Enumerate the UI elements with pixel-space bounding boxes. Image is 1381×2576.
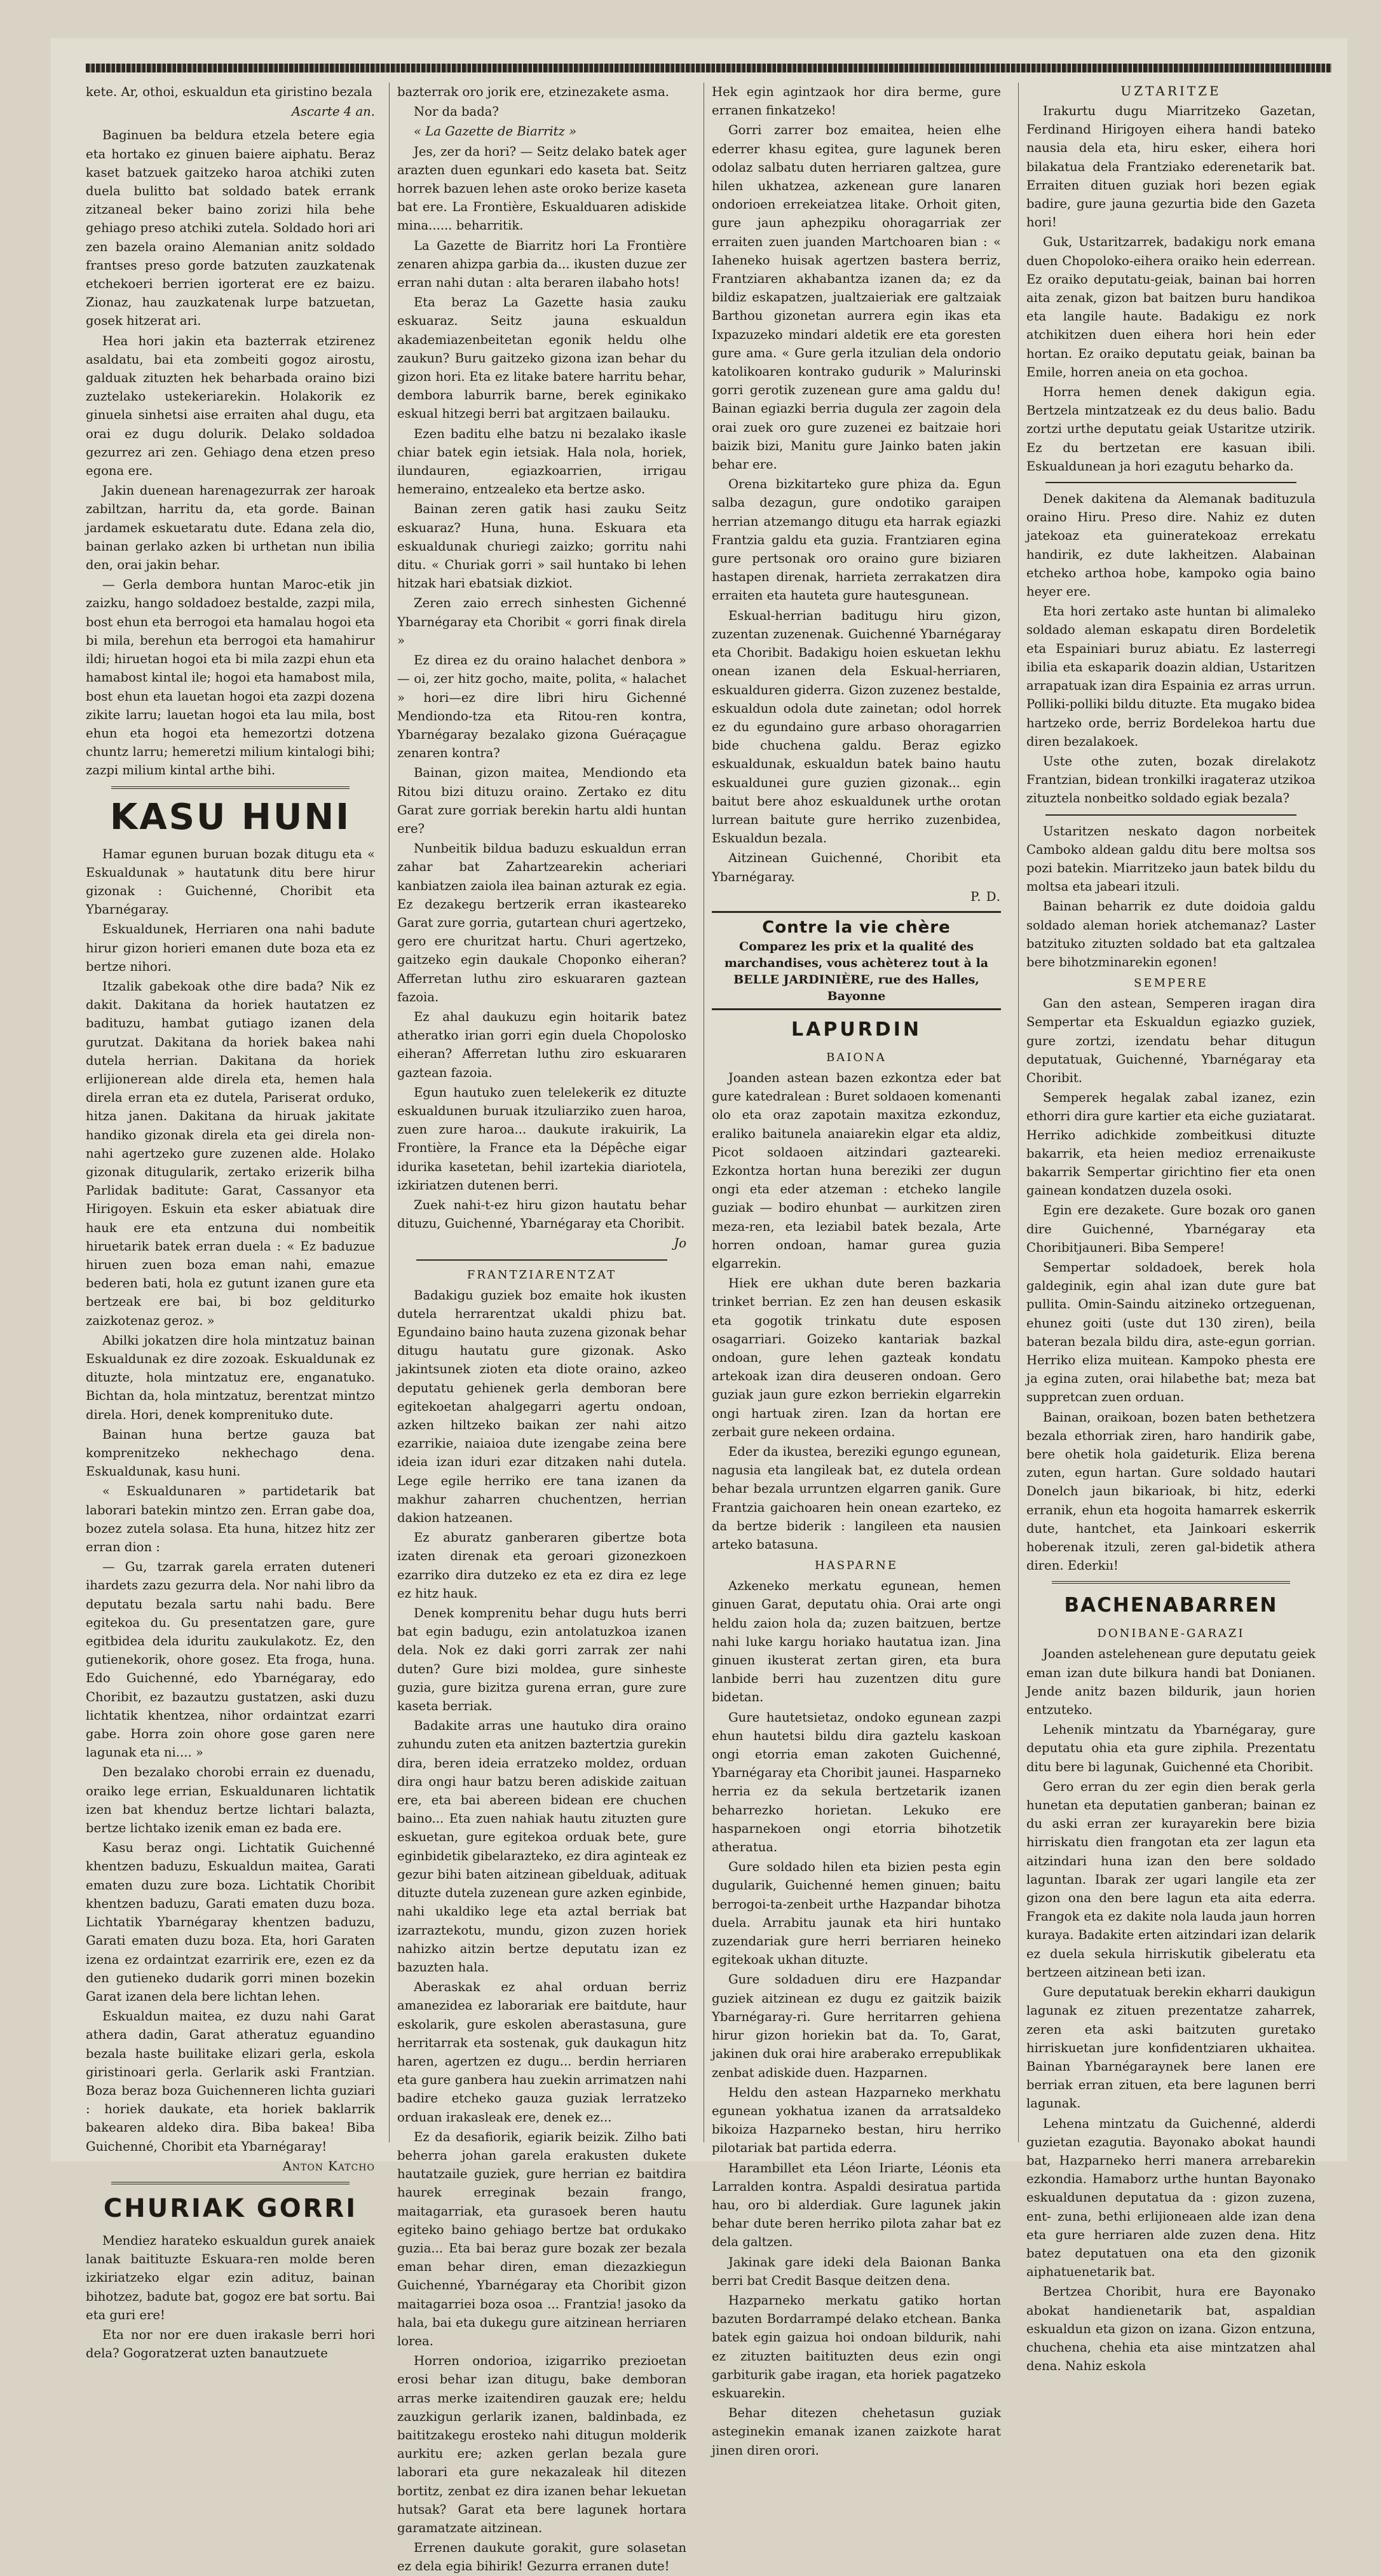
author-signature: Jo: [674, 1236, 686, 1251]
paragraph: Bainan, oraikoan, bozen baten bethetzera bezala ethorriak ziren, haro handirik gabe, bere ohetik hola gaideturik. Eliza berena zuten, egun hartan. Gure soldado hautari Donelch jaun bikarioak, bi hitz, ederki erranik, ehun eta hogoita hamarrek eskerrik dute, hantchet, eta Jainkoari eskerrik hoberenak itzuli, zeren gal-bidetik athera diren. Ederkiı!: [1026, 1409, 1316, 1573]
paragraph: Ustaritzen neskato dagon norbeitek Camboko aldean galdu ditu bere moltsa sos pozi batekin. Miarritzeko jaun batek bildu du moltsa eta jabeari itzuli.: [1026, 823, 1316, 894]
paragraph: Mendiez harateko eskualdun gurek anaiek lanak baitituzte Eskuara-ren molde beren izkiriatzeko elgar ezin adituz, bainan bihotzez, badute bat, gogoz ere bat sortu. Bai eta guri ere!: [86, 2233, 375, 2322]
subhead-hasparne: HASPARNE: [815, 1559, 898, 1573]
paragraph: Lehena mintzatu da Guichenné, alderdi guzietan ezagutia. Bayonako abokat haundi bat, Hazparneko herri manera arrebarekin ezkondia. Hamaborz urthe huntan Bayonako eskualdunen deputatua da : gizon zuzena, ent- zuna, bethi erlijioneaen alde izan dena eta gure herriaren alde zuzen dena. Hitz batez deputatuen ona eta den gizonik aiphatuenetarik bat.: [1026, 2116, 1316, 2280]
paragraph: Hamar egunen buruan bozak ditugu eta « Eskualdunak » hautatunk ditu bere hirur gizonak : Guichenné, Choribit eta Ybarnégaray.: [86, 846, 375, 917]
paragraph: Joanden astelehenean gure deputatu geiek eman izan dute bilkura handi bat Donianen. Jende anitz bazen bildurik, jaun horien entzuteko.: [1026, 1647, 1316, 1718]
paragraph: Gure soldaduen diru ere Hazpandar guziek aitzinean ez dugu ez gaitzik baizik Ybarnégaray-ri. Gure herritarren gehiena hirur gizon horiekin bat da. To, Garat, jakinen duk orai hire araberako errepublikak zenbat adiskide duen. Hazparnen.: [712, 1972, 1001, 2080]
article-body: [86, 126, 375, 779]
paragraph: Lehenik mintzatu da Ybarnégaray, gure deputatu ohia eta gure ziphila. Prezentatu ditu bere bi lagunak, Guichenné eta Choribit.: [1026, 1722, 1316, 1774]
paragraph: Jakin duenean harenagezurrak zer haroak zabiltzan, harritu da, eta gorde. Bainan jardamek eskuetaratu dute. Edana zela dio, bainan gerlako azken bi urthetan nun ibilia den, orai jakin behar.: [86, 483, 375, 573]
paragraph: Jes, zer da hori? — Seitz delako batek ager arazten duen egunkari edo kaseta bat. Seitz horrek bazuen lehen aste oroko berize kaseta bat ere. La Frontière, Eskualduaren adiskide mina...... beharritik.: [397, 144, 686, 233]
paragraph: Egin ere dezakete. Gure bozak oro ganen dire Guichenné, Ybarnégaray eta Choribitjauneri. Biba Sempere!: [1026, 1203, 1316, 1255]
column-4: [1026, 83, 1316, 2374]
paragraph: Guk, Ustaritzarrek, badakigu nork emana duen Chopoloko-eihera oraiko hein ederrean. Ez oraiko deputatu-geiak, bainan bai horren aita zenak, gizon bat baitzen buru handikoa eta langile haute. Badakigu ez nork atchikitzen duen eihera hori hein eder hortan. Ez oraiko deputatu geiak, bainan ba Emile, horren aneia on eta gochoa.: [1026, 235, 1316, 380]
paragraph: Bainan huna bertze gauza bat komprenitzeko nekhechago dena. Eskualdunak, kasu huni.: [86, 1427, 375, 1479]
headline-churiak-gorri: CHURIAK GORRI: [103, 2193, 358, 2223]
paragraph: Orena bizkitarteko gure phiza da. Egun salba dezagun, gure ondotiko garaipen herrian atzemango ditugu eta harrak egiazki Frantzia galdu eta guzia. Frantziaren egina gure pertsonak oro oraino gure biziaren hastapen direnak, harrieta zerrakatzen dira erraiten eta hauteta gure hautesgunean.: [712, 477, 1001, 603]
paragraph: Denek komprenitu behar dugu huts berri bat egin badugu, ezin antolatuzkoa izanen dela. Nok ez daki gorri zarrak zer nahi duten? Gure bizi moldea, gure sinheste guzia, gure bizitza gurena erran, gure zure kaseta berriak.: [397, 1606, 686, 1714]
advertisement: [712, 911, 1001, 1010]
column-2: [397, 83, 686, 2574]
author-signature: P. D.: [970, 889, 1001, 904]
paragraph: Gure hautetsietaz, ondoko egunean zazpi ehun hautetsi bildu dira gaztelu kaskoan ongi etorria eman zakoten Guichenné, Ybarnégaray eta Choribit jaunei. Hasparneko herria ez da sekula bertzetarik izanen beharrezko horietan. Lekuko ere hasparnekoen ongi etorria bihotzetik atheratua.: [712, 1709, 1001, 1855]
paragraph: Zeren zaio errech sinhesten Gichenné Ybarnégaray eta Choribit « gorri finak direla »: [397, 596, 686, 648]
paragraph: Eta nor nor ere duen irakasle berri hori dela? Gogoratzerat uzten banautzuete: [86, 2327, 375, 2361]
paragraph: Bertzea Choribit, hura ere Bayonako abokat handienetarik bat, aspaldian eskualdun eta gizon on izana. Gizon entzuna, chuchena, chehia eta aise mintzatzen ahal dena. Nahiz eskola: [1026, 2284, 1316, 2374]
column-3: [712, 83, 1001, 2458]
paragraph: Eskual-herrian baditugu hiru gizon, zuzentan zuzenenak. Guichenné Ybarnégaray eta Choribit. Badakigu hoien eskuetan lekhu onean izanen dela Eskual-herriaren, eskualduren giderra. Gizon zuzenez bestalde, eskualdun odola dute zainetan; odol horrek ez du egundaino gure arbaso ohoragarrien bide chuchena galdu. Beraz egizko eskualdunak, eskualdun batek baino hautu eskualdunei gure guzien gizonak... egin baitut bere ahoz eskualdunek urthe orotan lurrean baitute gure herriko zuzenbidea, Eskualdun bezala.: [712, 608, 1001, 846]
subhead-baiona: BAIONA: [826, 1050, 887, 1064]
paragraph: Aberaskak ez ahal orduan berriz amanezidea ez laborariak ere baitdute, haur eskolarik, gure eskolen aberastasuna, gure herritarrak eta sostenak, guk daukagun hitz haren, agertzen ez dugu... berdin herriaren eta gure ganbera hau zuekin arrimatzen nahi badire etcheko gauza guziak lerratzeko orduan irakasleak ere, denek ez...: [397, 1980, 686, 2125]
headline-lapurdin: LAPURDIN: [791, 1018, 922, 1041]
paragraph: Zuek nahi-t-ez hiru gizon hautatu behar dituzu, Guichenné, Ybarnégaray eta Choribit.: [397, 1197, 686, 1231]
paragraph: Errenen daukute gorakit, gure solasetan ez dela egia bihirik! Gezurra erranen dute!: [397, 2540, 686, 2574]
intro-signature: Ascarte 4 an.: [291, 104, 375, 120]
paragraph: Behar ditezen chehetasun guziak asteginekin emanak izanen zaizkote harat jinen diren orori.: [712, 2406, 1001, 2458]
paragraph: Eder da ikustea, bereziki egungo egunean, nagusia eta langileak bat, ez dutela ordean behar bezala urruntzen elgarren ganik. Gure Frantzia gaichoaren hein onean ezarteko, ez da bertze biderik : langileen eta nausien arteko batasuna.: [712, 1444, 1001, 1552]
paragraph: Badakigu guziek boz emaite hok ikusten dutela herrarentzat ukaldi phizu bat. Egundaino baino hauta zuzena gizonak behar ditugu hautatu gure gizonak. Asko jakintsunek zioten eta diote oraino, azkeo deputatu gehienek gerla demboran bere egitekoetan ahalgegarri agertu ondoan, azken hiltzeko baikan zer nahi aitzo ezarrikie, naiaioa dute izengabe zeina bere ideia izan iduri ezar ditzaken nahi dutela. Lege egile herriko ere tana izanen da makhur zaharren chuchentzen, herrian dakion hatzeanen.: [397, 1287, 686, 1526]
paragraph: Ez aburatz ganberaren gibertze bota izaten direnak eta geroari gizonezkoen ezarriko dira dutzeko ez eta ez dira ez lege ez hitz hauk.: [397, 1530, 686, 1601]
column-rule: [389, 83, 390, 2142]
paragraph: — Gerla dembora huntan Maroc-etik jin zaizku, hango soldadoez bestalde, zazpi mila, bost ehun eta berrogoi eta hamalau hogoi eta bi mila, berehun eta berrogoi eta hamahirur ildi; hiruetan hogoi eta bi mila zazpi ehun eta hamabost kintal ile; hogoi eta hamabost mila, bost ehun eta lauetan hogoi eta zazpi dozena zikite larru; lauetan hogoi eta lau mila, bost ehun eta hogoi eta hemezortzi dotzena chuntz larru; hemeretzi milium kintalogi bihi; zazpi milium kintal arthe bihi.: [86, 577, 375, 778]
headline-bachenabarren: BACHENABARREN: [1064, 1594, 1278, 1617]
paragraph: Eta beraz La Gazette hasia zauku eskuaraz. Seitz jauna eskualdun akademiazenbeitetan egonik heldu olhe zaukun? Buru gaitzeko gizona izan behar du gizon hori. Eta ez litake batere harritu behar, dembora laburrik barne, berek eginikako eskual hitzegi berri bat argitzaen bailauku.: [397, 295, 686, 421]
paragraph: Ezen baditu elhe batzu ni bezalako ikasle chiar batek egin ietsiak. Hala nola, horiek, ilundauren, egiazkoarrien, irrigau hemeraino, entzealeko eta bertze asko.: [397, 426, 686, 497]
paragraph: Harambillet eta Léon Iriarte, Léonis eta Larralden kontra. Aspaldi desiratua partida hau, oro bi alderdiak. Gure lagunek jakin behar dute beren herriko pilota zahar bat ez dela galtzen.: [712, 2160, 1001, 2250]
paragraph: Gorri zarrer boz emaitea, heien elhe ederrer khasu egitea, gure lagunek beren odolaz salbatu duten herriaren galtzea, gure hilen ukhatzea, azkenean gure lanaren ondorioen errekeiatzea litake. Orhoit giten, gure jaun aphezpiku ohoragarriak zer erraiten zuen juanden Martchoaren bian : « Iaheneko huisak agertzen bastera berriz, Frantziaren akhabantza izanen da; ez da bildiz eskapatzen, jualtzaieriak ere galtzaiak Barthou gizonetan aurrera egin ikas eta Ixpazuzeko mindari aldetik ere eta goresten gure ama. « Gure gerla itzulian dela ondorio katolikoaren kontrako gudurik » Malurinski gorri gerotik zuzenean gure ama galdu du! Bainan egiazki berria dugula zer zagoin dela orai zuek oro gure zuzenei ez baitzaie hori baizik bizi, Manitu gure Jainko baten jakin behar ere.: [712, 123, 1001, 472]
paragraph: Aitzinean Guichenné, Choribit eta Ybarnégaray.: [712, 851, 1001, 884]
paragraph: Nunbeitik bildua baduzu eskualdun erran zahar bat Zahartzearekin acheriari kanbiatzen zaiola ilea bainan azturak ez egia. Ez dezakegu bertzerik erran ikasteareko Garat zure gorria, gutartean churi agertzeko, gero ere churitzat hartu. Churi agertzeko, gaitzeko egin daukale Choponko eiheran? Afferretan luthu ziro eskuararen gaztean fazoia.: [397, 841, 686, 1004]
paragraph: Ez ahal daukuzu egin hoitarik batez atheratko irian gorri egin duela Chopolosko eiheran? Afferretan luthu ziro eskuararen gaztean fazoia.: [397, 1009, 686, 1080]
paragraph: Joanden astean bazen ezkontza eder bat gure katedralean : Buret soldaoen komenanti olo eta oraz zapotain maxitza ezkonduz, eraliko baitunela anaiarekin elgar eta aldiz, Picot soldaoen aitzindari gazteareki. Ezkontza hortan huna bereziki zer dugun ongi eta eder atzeman : etcheko langile guziak — bodiro ehunbat — aurkitzen ziren meza-ren, eta leziabil batek bezala, Arte horren ondoan, hamar gurea guzia elgarrekin.: [712, 1070, 1001, 1271]
paragraph: — Gu, tzarrak garela erraten duteneri ihardets zazu gezurra dela. Nor nahi libro da deputatu bezala sartu nahi badu. Bere egitekoa du. Gu presentatzen gare, gure egitbidea dela iduritu zaukulakotz. Ez, den gutienekorik, ohore gosez. Eta froga, huna. Edo Guichenné, edo Ybarnégaray, edo Choribit, ez bazautzu gustatzen, aski duzu lichtatik khentzea, nihor ordaintzat ezarri gabe. Horra zoin ohore gose garen nere lagunak eta ni.... »: [86, 1559, 375, 1760]
paragraph: Eskualdun maitea, ez duzu nahi Garat athera dadin, Garat atheratuz eguandino bezala haste builitake elizari gerla, eskola giristinoari gerla. Gerlarik aski Frantzian. Boza beraz boza Guichenneren lichta guziari : horiek daukate, eta horiek baklarrik bakearen aldeko dira. Biba bakea! Biba Guichenné, Choribit eta Ybarnégaray!: [86, 2009, 375, 2154]
paragraph: Horren ondorioa, izigarriko prezioetan erosi behar izan ditugu, bake demboran arras merke izaitendiren gauzak ere; heldu zauzkigun gerlarik izanen, baldinbada, ez baititzakegu erosteko nahi ditugun molderik aurkitu ere; azken gerlan bezala gure laborari eta gure nekazaleak hil ditezen bortitz, zenbat ez dira izanen behar lekuetan hutsak? Garat eta bere lagunek hortara garamatzate aitzinean.: [397, 2353, 686, 2535]
paragraph: Eta hori zertako aste huntan bi alimaleko soldado aleman eskapatu diren Bordeletik eta Espainiari buruz abiatu. Ez lasterregi ibilia eta eskaparik doazin aldian, Ustaritzen arrapatuak izan dira Espainia ez arras urrun. Polliki-polliki bildu dituzte. Eta mugako bidea hartzeko orde, berriz Bordelekoa hartu due diren bezalakoek.: [1026, 604, 1316, 749]
paragraph: Kasu beraz ongi. Lichtatik Guichenné khentzen baduzu, Eskualdun maitea, Garati ematen duzu zure boza. Lichtatik Choribit khentzen baduzu, Garati ematen duzu boza. Lichtatik Ybarnégaray khentzen baduzu, Garati ematen duzu boza. Eta, hori Garaten izena ez ordaintzat ezarririk ere, ezen ez da den gutieneko dudarik gorri minen bozekin Garat izanen dela bere lichtan lehen.: [86, 1840, 375, 2004]
paragraph: Gure soldado hilen eta bizien pesta egin dugularik, Guichenné hemen ginuen; baitu berrogoi-ta-zenbeit urthe Hazpandar bihotza duela. Arrabitu jaunak eta hiri huntako zuzendariak gure herri berriaren heineko egitekoak ukhan dituzte.: [712, 1860, 1001, 1968]
intro-text: kete. Ar, othoi, eskualdun eta giristino bezala: [86, 85, 372, 99]
paragraph: La Gazette de Biarritz hori La Frontière zenaren ahizpa garbia da... ikusten duzue zer erran nahi dutan : alta beraren ilabaho hots!: [397, 238, 686, 291]
paragraph: Baginuen ba beldura etzela betere egia eta hortako ez ginuen baiere aiphatu. Beraz kaset batzuek gaitzeko haroa atchiki zuten duela bulitto bat soldado batek errank zitzaneal beker baino zorizi hila behe gehiago preso atchiki zutela. Soldado hori ari zen bazela oraino Alemanian anitz soldado frantses preso gorde batzuten zauzkatenak etchekoeri berrien igorterat ere ez baizu. Zionaz, hau zauzkatenak lurpe batzuetan, gosek hitzerat ari.: [86, 128, 375, 329]
headline-frantziarentzat: FRANTZIARENTZAT: [466, 1268, 617, 1282]
headline-kasu-huni: KASU HUNI: [109, 796, 351, 838]
section-divider: [1045, 482, 1296, 483]
section-divider: [111, 2182, 350, 2184]
subhead-donibane-garazi: DONIBANE-GARAZI: [1097, 1627, 1245, 1641]
paragraph: Gure deputatuak berekin ekharri daukigun lagunak ez zituen prezentatze zaharrek, zeren eta aski baitzuten guretako hirriskuetan jure konfidentziaren ukhaitea. Bainan Ybarnégaraynek bere lanen ere berriak erran zituen, eta bere lagunen berri lagunak.: [1026, 1985, 1316, 2111]
paragraph: Ez direa ez du oraino halachet denbora » — oi, zer hitz gocho, maite, polita, « halachet » hori—ez dire libri hiru Gichenné Mendiondo-tza eta Ritou-ren kontra, Ybarnégaray bezalako gizona Guéraçague zenaren kontra?: [397, 653, 686, 761]
paragraph: Azkeneko merkatu egunean, hemen ginuen Garat, deputatu ohia. Orai arte ongi heldu zaion hola da; zuzen baitzuen, bertze nahi luke kargu horiako hautatua izan. Jina ginuen ikusterat zertan giren, eta bura lanbide berri hau zuzentzen ditu gure bidetan.: [712, 1579, 1001, 1705]
paragraph: Den bezalako chorobi errain ez duenadu, oraiko lege errian, Eskualdunaren lichtatik izen bat khenduz bertze lichtari balazta, bertze lichtako izenik eman ez bada ere.: [86, 1765, 375, 1836]
section-divider: [1052, 1581, 1290, 1584]
paragraph: Horra hemen denek dakigun egia. Bertzela mintzatzeak ez du deus balio. Badu zortzi urthe deputatu geiak Ustaritze utzirik. Ez du bertzetan ere kasuan ibili. Eskualdunean ja hori ezagutu beharko da.: [1026, 385, 1316, 474]
paragraph: Gan den astean, Semperen iragan dira Sempertar eta Eskualdun egiazko guziek, gure zortzi, izendatu behar ditugun deputatuak, Guichenné, Ybarnégaray eta Choribit.: [1026, 996, 1316, 1085]
paragraph: Heldu den astean Hazparneko merkhatu egunean yokhatua izanen da arratsaldeko bikoiza Hazparneko bestan, hiru herriko pilotariak bat partida ederra.: [712, 2085, 1001, 2156]
paragraph: Uste othe zuten, bozak direlakotz Frantzian, bidean tronkilki iragateraz utzikoa zituztela nonbeitko soldado egiak bezala?: [1026, 753, 1316, 806]
paragraph: Abilki jokatzen dire hola mintzatuz bainan Eskualdunak ez dire zozoak. Eskualdunak ez dituzte, hola mintzatuz ere, enganatuko. Bichtan da, hola mintzatuz, berentzat mintzo direla. Hori, denek komprenituko dute.: [86, 1333, 375, 1422]
paragraph: Hazparneko merkatu gatiko hortan bazuten Bordarrampé delako etchean. Banka batek egin gaizua hoi ondoan bildurik, nahi ez zituzten baitituzten deus ezin ongi garbiturik gabe iragan, eta horiek pagatzeko eskuarekin.: [712, 2292, 1001, 2401]
paragraph: Bainan, gizon maitea, Mendiondo eta Ritou bizi dituzu oraino. Zertako ez ditu Garat zure gorriak berekin hartu aldi huntan ere?: [397, 765, 686, 836]
paragraph: Denek dakitena da Alemanak badituzula oraino Hiru. Preso dire. Nahiz ez duten jatekoaz eta guineratekoaz errekatu handirik, ez dute lakheitzen. Alabainan etcheko arthoa hobe, kampoko ogia baino heyer ere.: [1026, 491, 1316, 599]
section-divider: [111, 786, 350, 789]
paragraph: Sempertar soldadoek, berek hola galdeginik, egin ahal izan dute gure bat pullita. Omin-Saindu aitzineko ortzeguenan, ehunez goiti (uste dut 130 ziren), beila bateran bezala bildu dira, aste-egun gorrian. Herriko eliza muitean. Kampoko phesta ere ja egina zuten, orai hilabethe bat; meza bat suppretcan zuen orduan.: [1026, 1259, 1316, 1405]
paragraph: Ez da desafiorik, egiarik beizik. Zilho bati beherra johan garela erakusten dukete hautatzaile guziek, gure herrian ez baitdira haurek erreginak bezain frango, maitagarriak, eta gurasoek beren hautu egiteko baino gehiago bertze bat ordukako guzia... Eta bai beraz gure bozak zer bezala eman behar diren, eman diezazkiegun Guichenné, Ybarnégaray eta Choribit gizon maitagarriei boza osoa ... Frantzia! jasoko da hala, bai eta dukegu gure aitzinean herriaren lorea.: [397, 2129, 686, 2348]
newspaper-page: [51, 38, 1347, 2574]
paragraph: Bainan beharrik ez dute doidoia galdu soldado aleman horiek atchemanaz? Laster batzituko zituzten soldado bat eta galtzalea bere bihotzminarekin egonen!: [1026, 899, 1316, 969]
paragraph: Irakurtu dugu Miarritzeko Gazetan, Ferdinand Hirigoyen eihera handi bateko nausia dela eta, hiru esker, eihera hori bilakatua dela Frantziako ederenetarik bat. Erraiten dituen guziak hori bezen egiak badire, gure jauna gezurtia bide den Gazeta hori!: [1026, 104, 1316, 230]
paragraph: « La Gazette de Biarritz »: [414, 124, 577, 139]
paragraph: bazterrak oro jorik ere, etzinezakete asma.: [397, 85, 670, 99]
ad-title: Contre la vie chère: [762, 917, 951, 937]
paragraph: Eskualdunek, Herriaren ona nahi badute hirur gizon horieri emanen dute boza eta ez bertze nihori.: [86, 922, 375, 974]
paragraph: Hek egin agintzaok hor dira berme, gure erranen finkatzeko!: [712, 85, 1001, 118]
paragraph: Hea hori jakin eta bazterrak etzirenez asaldatu, bai eta zombeiti gogoz airostu, galduak zituzten hek beharbada oraino bizi zuztelako ustekeriarekin. Holakorik ez ginuela sinhetsi aise erraiten ahal dugu, eta orai ez dugu dolurik. Delako soldadoa gezurrez ari zen. Gehiago dena etzen preso egona ere.: [86, 333, 375, 479]
section-divider: [1045, 814, 1296, 816]
paragraph: Badakite arras une hautuko dira oraino zuhundu zuten eta anitzen baztertzia gurekin dira, beren ideia erratzeko moldez, orduan dira ongi haur batzu beren adiskide zaituan ere, eta bai abereen bidean ere chuchen baino... Eta zuen nahiak hautu zituzten gure eskuetan, gure egitekoa orduak bete, gure eginbidetik gibelarazteko, ez dira aginteak ez gezur bihi baten aitzinean gibelduak, adituak dituzte dutela zuzenean gure azken eginbide, nahi ukaldiko lege eta aztal berriak bat izarraztekotu, mundu, gizon zuzen horiek nahizko aitzin bertze deputatu izan ez bazuzten hala.: [397, 1718, 686, 1975]
subhead-sempere: SEMPERE: [1134, 976, 1208, 990]
column-1: [86, 83, 375, 2361]
author-signature: Anton Katcho: [282, 2158, 375, 2174]
article-kasu-huni: [86, 845, 375, 2175]
paragraph: « Eskualdunaren » partidetarik bat laborari batekin mintzo zen. Erran gabe doa, bozez zutela solasa. Eta huna, hitzez hitz zer erran dion :: [86, 1484, 375, 1555]
paragraph: Itzalik gabekoak othe dire bada? Nik ez dakit. Dakitana da horiek hautatzen ez badituzu, hambat gutiago izanen dela gurutzat. Dakitana da horiek bakea nahi dutela herrian. Dakitana da horiek erlijionerean alde direla eta, hemen hala direla erran eta ez dutela, Pariserat orduko, hitza janen. Dakitana da hiruak jakitate handiko gizonak direla eta gei direla non-nahi agertzeko gure zuzenen alde. Holako gizonak ditugularik, zertako erizerik bilha Parlidak baditute: Garat, Cassanyor eta Hirigoyen. Eskuin eta esker abiatuak dire hauk ere eta entzuna dui nombeitik hiruetarik batek erran duela : « Ez baduzue hiruen zuen boza eman nahi, emazue bederen bati, hola ez gutunt izanen gure eta bertzeak ere bai, bi boz gelditurko zaizkotenaz geroz. »: [86, 978, 375, 1328]
masthead-rule: [86, 64, 1331, 72]
paragraph: Hiek ere ukhan dute beren bazkaria trinket berrian. Ez zen han deusen eskasik eta gogotik trinkatu dute esposen osagarriari. Goizeko kantariak bazkal ondoan, gure lehen gazteak kondatu artekoak izan dira deuseren ondoan. Gero guziak jaun gure ezkon berriekin elgarrekin ongi hartuak ziren. Izan da hortan ere zerbait gure nekeen ordaina.: [712, 1276, 1001, 1439]
column-rule: [1018, 83, 1019, 2142]
ad-text: Comparez les prix et la qualité des marchandises, vous achèterez tout à la BELLE JARDINIÈRE, rue des Halles, Bayonne: [724, 939, 989, 1003]
paragraph: Semperek hegalak zabal izanez, ezin ethorri dira gure kartier eta eiche guziatarat. Herriko adichkide zombeitkusi dituzte bakarrik, eta heien medioz errenaikuste bakarrik Sempertar girichtino fier eta onen gainean kondatzen duzela osoki.: [1026, 1090, 1316, 1198]
paragraph: Jakinak gare ideki dela Baionan Banka berri bat Credit Basque deitzen dena.: [712, 2254, 1001, 2288]
paragraph: Gero erran du zer egin dien berak gerla hunetan eta deputatien ganberan; bainan ez du aski erran zer kurayarekin bere bizia hirriskatu dien frangotan eta zer lagun eta aitzindari huna izan den bere soldado laguntan. Ibarak zer ugari langile eta zer gizon ona den bere lagun eta aita ederra. Frangok eta ez dakite nola lauda jaun horren kuraya. Badakite erten aitzindari izan delarik ez duela sekula hirriskutik gibeleratu eta bertzeen aitzinean beti izan.: [1026, 1779, 1316, 1980]
section-divider: [416, 1259, 667, 1261]
paragraph: Nor da bada?: [414, 104, 499, 120]
paragraph: Egun hautuko zuen telelekerik ez dituzte eskualdunen buruak itzuliarziko zuen haroa, zuen zure haroa... daukute irakuirik, La Frontière, la France eta la Dépêche eigar idurika kasetetan, behil izartekia diariotela, izkiriatzen dutenen berri.: [397, 1085, 686, 1193]
paragraph: Bainan zeren gatik hasi zauku Seitz eskuaraz? Huna, huna. Eskuara eta eskualdunak churiegi zaizko; gorritu nahi ditu. « Churiak gorri » sail huntako bi lehen hitzak hari ebatsiak dizkiot.: [397, 502, 686, 591]
subhead-uztaritze: UZTARITZE: [1120, 83, 1221, 99]
